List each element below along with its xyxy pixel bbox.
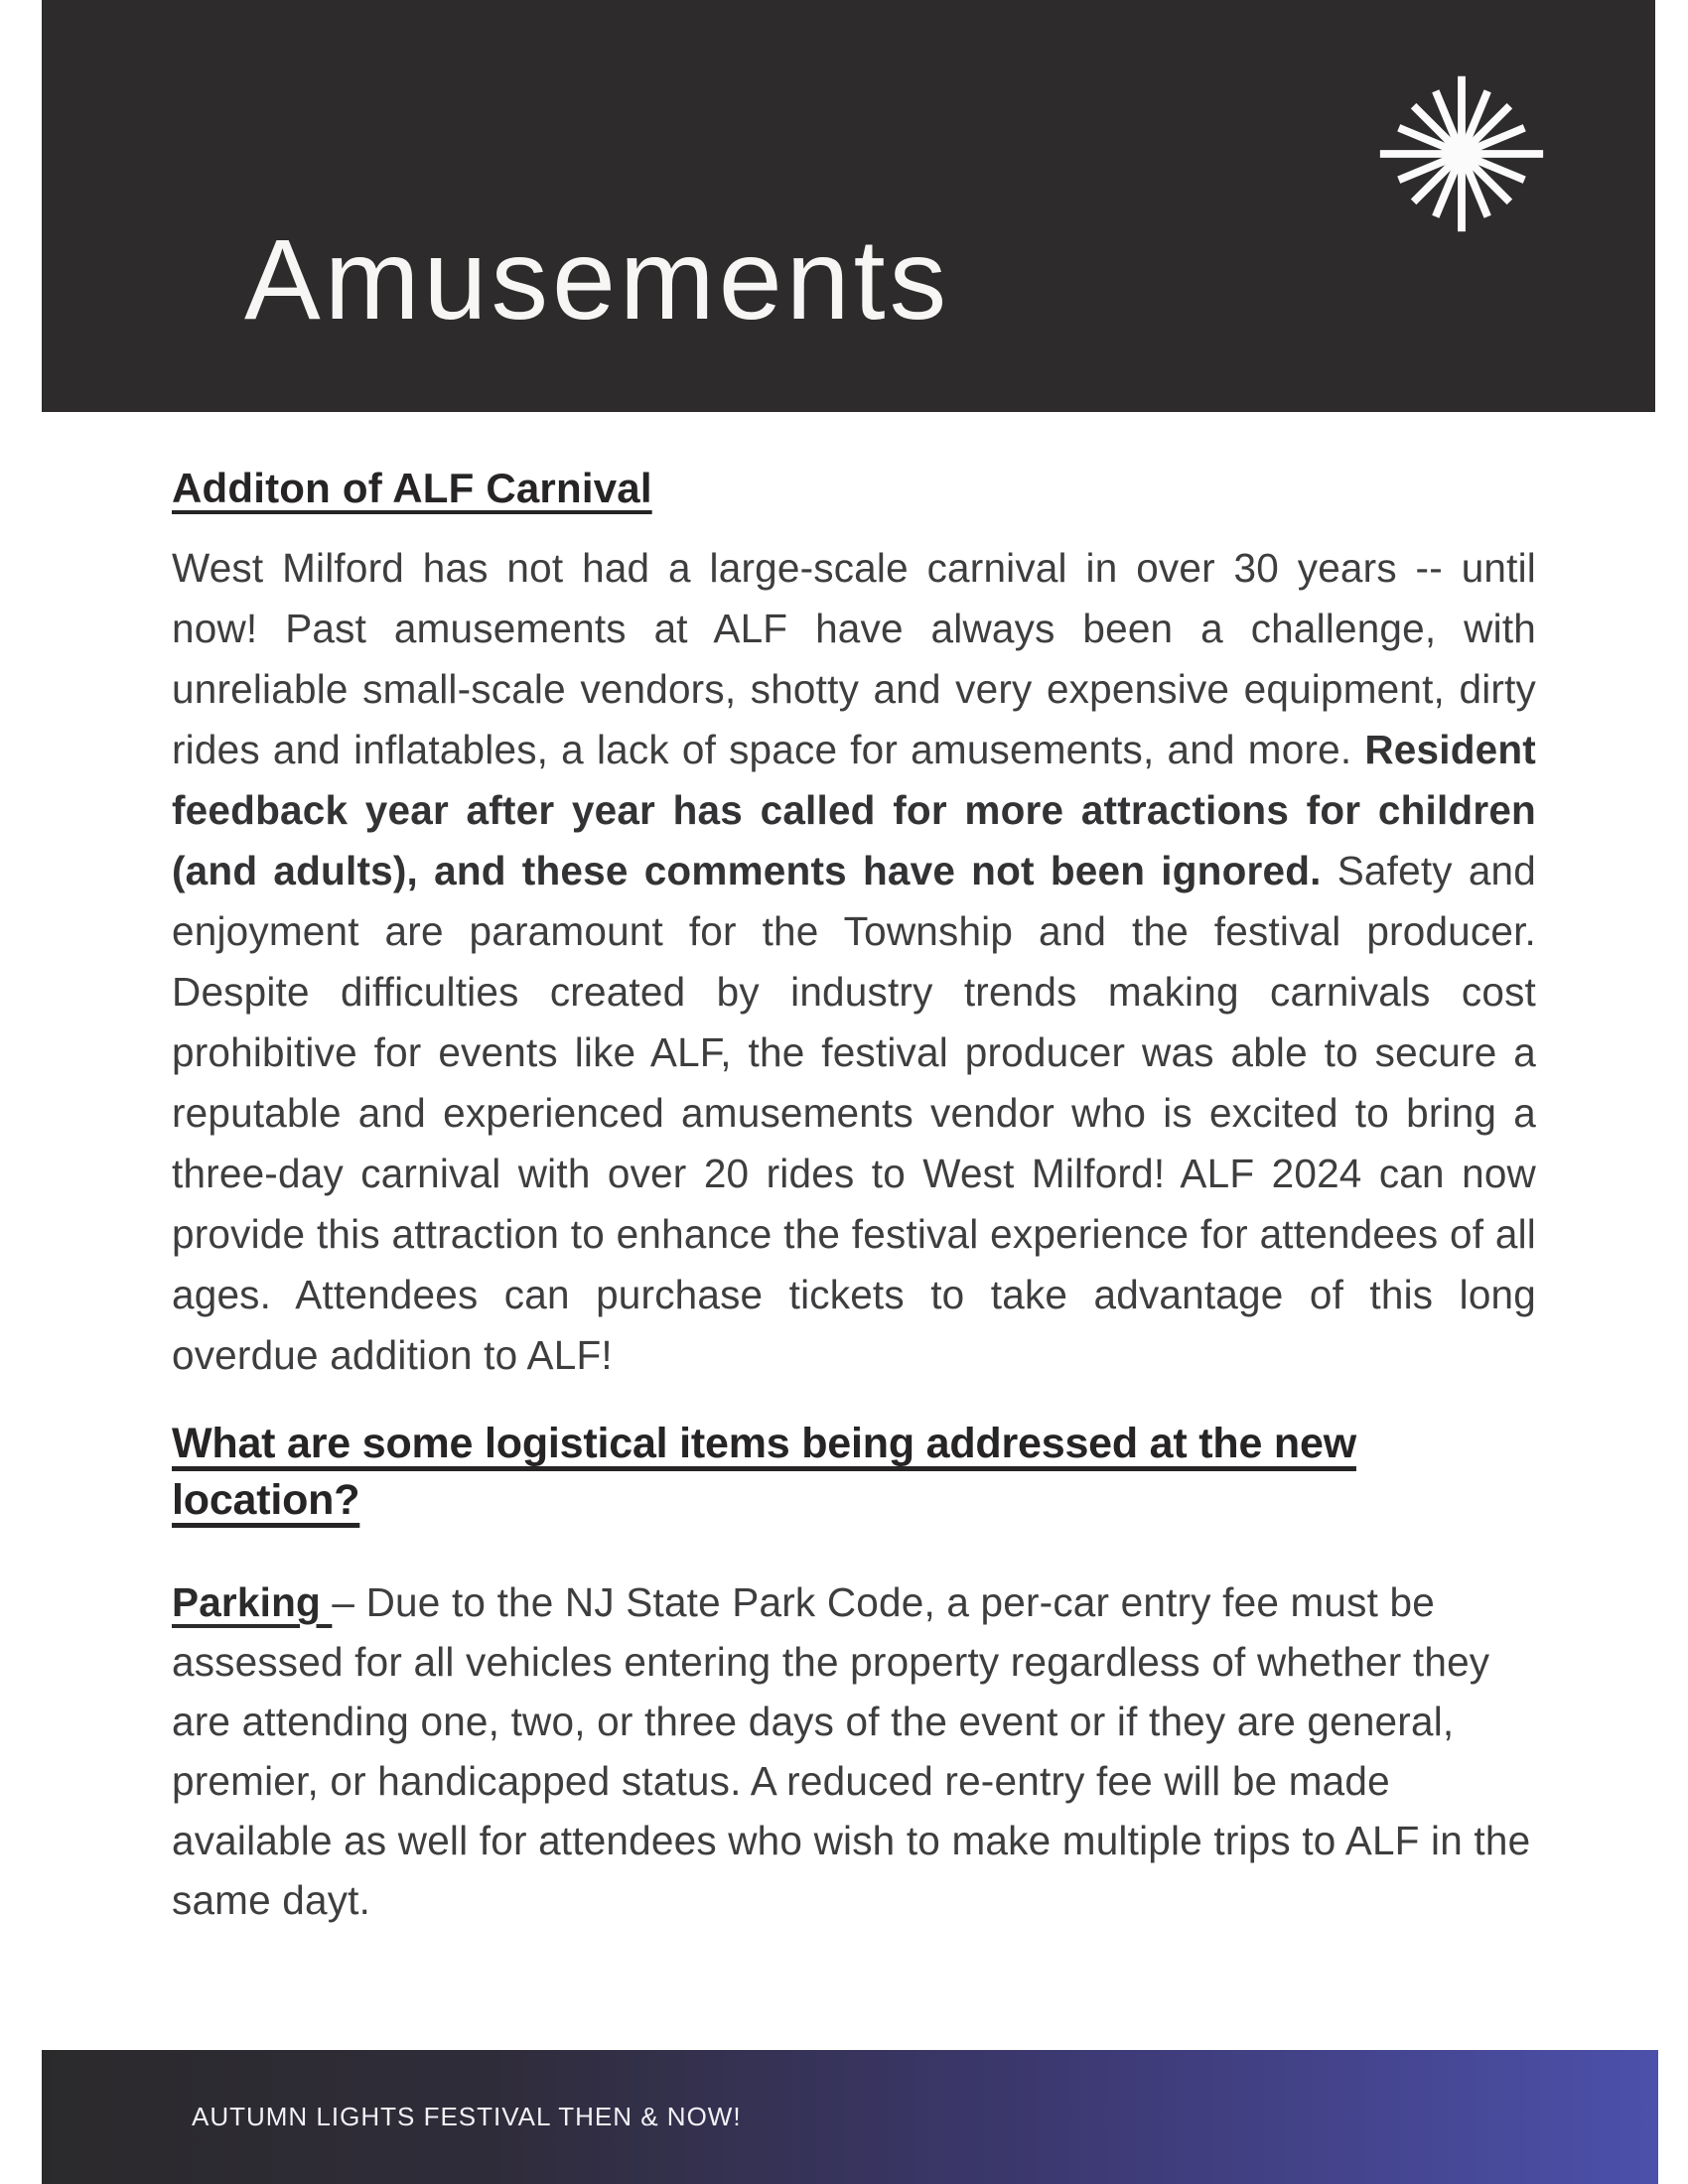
- logistics-heading-line1: What are some logistical items being addressed at the new: [172, 1420, 1356, 1467]
- logistics-heading-line2: location?: [172, 1476, 360, 1524]
- footer-band: [42, 2050, 1658, 2184]
- parking-label: Parking: [172, 1579, 333, 1625]
- section-heading-logistics: [172, 1416, 1536, 1529]
- resident-feedback-emphasis: Resident feedback year after year has called for more attractions for children (and adults), and these comments have not been ignored.: [172, 727, 1536, 893]
- body-column: [172, 465, 1536, 1930]
- parking-paragraph: [172, 1572, 1536, 1930]
- page-title: Amusements: [244, 216, 951, 343]
- parking-text: Due to the NJ State Park Code, a per-car entry fee must be assessed for all vehicles entering the property regardless of whether they are attending one, two, or three days of the event or if they are general, premier, or handicapped status. A reduced re-entry fee will be made available as well for attendees who wish to make multiple trips to ALF in the same dayt.: [172, 1579, 1531, 1923]
- parking-dash: –: [332, 1579, 366, 1625]
- carnival-paragraph-post: Safety and enjoyment are paramount for the Township and the festival producer. Despite difficulties created by industry trends making carnivals cost prohibitive for events like ALF, the festival producer was able to secure a reputable and experienced amusements vendor who is excited to bring a three-day carnival with over 20 rides to West Milford! ALF 2024 can now provide this attraction to enhance the festival experience for attendees of all ages. Attendees can purchase tickets to take advantage of this long overdue addition to ALF!: [172, 848, 1536, 1378]
- carnival-paragraph: [172, 538, 1536, 1386]
- footer-text: AUTUMN LIGHTS FESTIVAL THEN & NOW!: [192, 2102, 742, 2131]
- section-heading-carnival: Additon of ALF Carnival: [172, 465, 652, 511]
- header-band: [42, 0, 1655, 412]
- starburst-icon: [1374, 67, 1549, 241]
- carnival-paragraph-pre: West Milford has not had a large-scale carnival in over 30 years -- until now! Past amusements at ALF have always been a challenge, with unreliable small-scale vendors, shotty and very expensive equipment, dirty rides and inflatables, a lack of space for amusements, and more.: [172, 545, 1536, 772]
